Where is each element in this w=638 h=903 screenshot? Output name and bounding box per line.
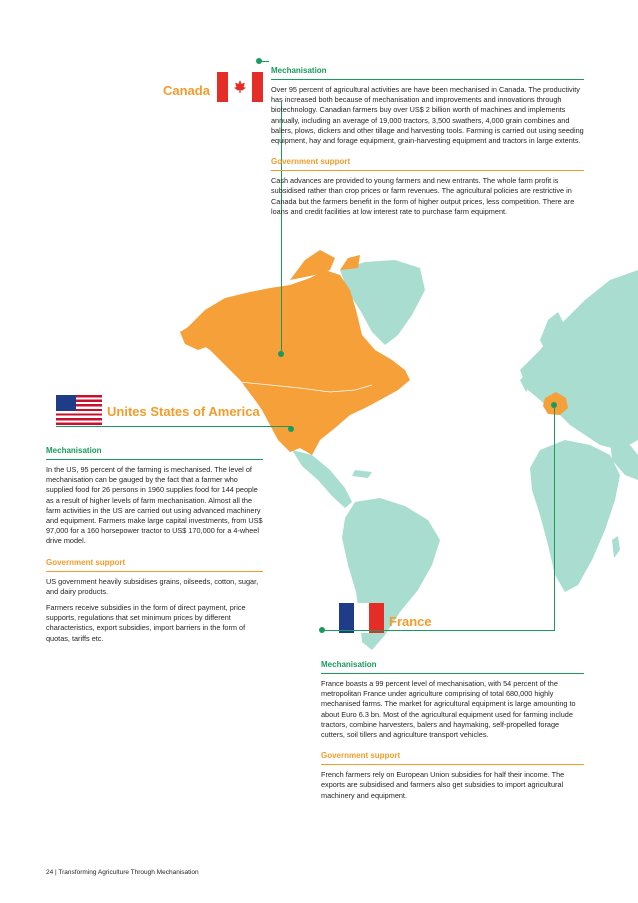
canada-gov-text: Cash advances are provided to young farmers and new entrants. The whole farm profit is subsidised rather than crop prices or farm revenues. The agricultural policies are restrictive in Canada but the farmers benefit in the form of higher output prices, less competition. There are loans and credit facilities at low interest rate to purchase farm equipment. bbox=[271, 176, 575, 216]
africa bbox=[530, 440, 620, 592]
usa-connector-hline bbox=[56, 426, 292, 427]
arctic-islands-2 bbox=[340, 255, 360, 270]
madagascar bbox=[612, 536, 620, 558]
usa-gov-text bbox=[46, 577, 263, 644]
canada-gov-heading: Government support bbox=[271, 157, 351, 167]
divider bbox=[321, 673, 584, 674]
canada-mech-heading: Mechanisation bbox=[271, 66, 327, 75]
france-gov-text: French farmers rely on European Union subsidies for half their income. The exports are subsidised and farmers also get subsidies to import agricultural machinery and equipment. bbox=[321, 770, 565, 800]
usa-gov-text-2: Farmers receive subsidies in the form of direct payment, price supports, regulations that set minimum prices by different characteristics, export subsidies, import barriers in the form of quotas, tariffs etc. bbox=[46, 603, 246, 643]
france-text-block bbox=[321, 660, 584, 801]
divider bbox=[46, 571, 263, 572]
canada-map-dot bbox=[278, 351, 284, 357]
france-connector-hline bbox=[322, 630, 555, 631]
divider bbox=[321, 764, 584, 765]
canada-text-block bbox=[271, 66, 584, 217]
france-title: France bbox=[389, 614, 432, 629]
usa-title: Unites States of America bbox=[107, 404, 260, 419]
usa-map-dot bbox=[288, 426, 294, 432]
divider bbox=[271, 170, 584, 171]
usa-mech-heading: Mechanisation bbox=[46, 446, 102, 455]
canada-mech-text: Over 95 percent of agricultural activities are have been mechanised in Canada. The productivity has increased both because of mechanisation and improvements and innovations through biotechnology. Canadian farmers buy over US$ 2 billion worth of machines and implements annually, including an average of 19,000 tractors, 3,500 swathers, 4,000 grain combines and balers, plows, dickers and other tillage and harvesting tools. Farming is carried out using seeding equipment, hay and forage equipment, grain-harvesting equipment and tractors in large extents. bbox=[271, 85, 584, 146]
usa-gov-heading: Government support bbox=[46, 557, 126, 567]
france-flag-icon bbox=[339, 603, 384, 633]
canada-flag-icon bbox=[217, 72, 263, 102]
usa-text-block bbox=[46, 446, 263, 650]
central-america bbox=[292, 450, 352, 508]
france-map-dot bbox=[551, 402, 557, 408]
usa-gov-text-1: US government heavily subsidises grains, oilseeds, cotton, sugar, and dairy products. bbox=[46, 576, 259, 596]
canada-title: Canada bbox=[163, 83, 210, 98]
france-connector-vline bbox=[554, 405, 555, 631]
usa-mech-text: In the US, 95 percent of the farming is mechanised. The level of mechanisation can be gauged by the fact that a farmer who supplied food for 26 persons in 1960 supplies food for 144 people as a result of higher levels of farm mechanisation. Almost all the farm activities in the US are carried out using advanced machinery and equipment. Farmers make large capital investments, from US$ 97,000 for a 160 horsepower tractor to US$ 170,000 for a 4-wheel drive model. bbox=[46, 465, 263, 546]
canada-connector-hline bbox=[259, 61, 269, 62]
usa-flag-icon bbox=[56, 395, 102, 425]
france-gov-heading: Government support bbox=[321, 751, 401, 761]
page-footer: 24 | Transforming Agriculture Through Mechanisation bbox=[46, 869, 199, 876]
eurasia bbox=[520, 270, 638, 450]
france-mech-heading: Mechanisation bbox=[321, 660, 377, 669]
france-mech-text: France boasts a 99 percent level of mechanisation, with 54 percent of the metropolitan France under agriculture comprising of total 680,000 highly mechanised farms. The market for agricultural equipment is large amounting to about Euro 6.3 bn. Most of the agricultural equipment used for farming include tractors, combine harvesters, balers and haymaking, self-propelled forage cutters, soil tillers and agriculture transport vehicles. bbox=[321, 679, 576, 740]
divider bbox=[46, 459, 263, 460]
caribbean bbox=[352, 470, 372, 478]
divider bbox=[271, 79, 584, 80]
